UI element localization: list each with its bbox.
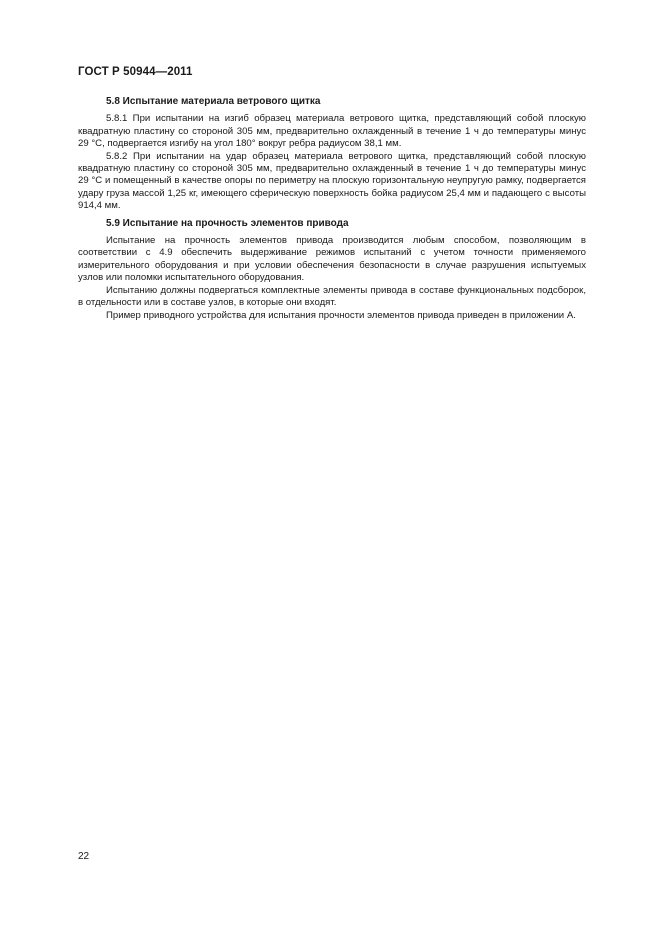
document-header: ГОСТ Р 50944—2011 (78, 66, 193, 78)
paragraph: Испытанию должны подвергаться комплектные элементы привода в составе функциональных подсборок, в отдельности или в составе узлов, в которые они входят. (78, 284, 586, 309)
paragraph: 5.8.2 При испытании на удар образец материала ветрового щитка, представляющий собой плоскую квадратную пластину со стороной 305 мм, предварительно охлажденный в течение 1 ч до температуры минус 29 °С и помещенный в качестве опоры по периметру на плоскую горизонтальную неупругую рамку, подвергается удару груза массой 1,25 кг, имеющего сферическую поверхность бойка радиусом 25,4 мм и падающего с высоты 914,4 мм. (78, 150, 586, 212)
section-heading: 5.9 Испытание на прочность элементов привода (106, 217, 349, 229)
page-number: 22 (78, 851, 90, 862)
paragraph: Пример приводного устройства для испытания прочности элементов привода приведен в приложении А. (106, 309, 576, 321)
section-heading: 5.8 Испытание материала ветрового щитка (106, 96, 321, 107)
section-5-8 (78, 96, 586, 213)
document-body (78, 96, 586, 322)
section-5-9 (78, 218, 586, 322)
paragraph: 5.8.1 При испытании на изгиб образец материала ветрового щитка, представляющий собой плоскую квадратную пластину со стороной 305 мм, предварительно охлажденный в течение 1 ч до температуры минус 29 °С, подвергается изгибу на угол 180° вокруг ребра радиусом 38,1 мм. (78, 113, 586, 150)
paragraph: Испытание на прочность элементов привода производится любым способом, позволяющим в соответствии с 4.9 обеспечить выдерживание режимов испытаний с учетом точности применяемого измерительного оборудования и при условии обеспечения безопасности в случае разрушения испытуемых узлов или поломки испытательного оборудования. (78, 235, 586, 284)
